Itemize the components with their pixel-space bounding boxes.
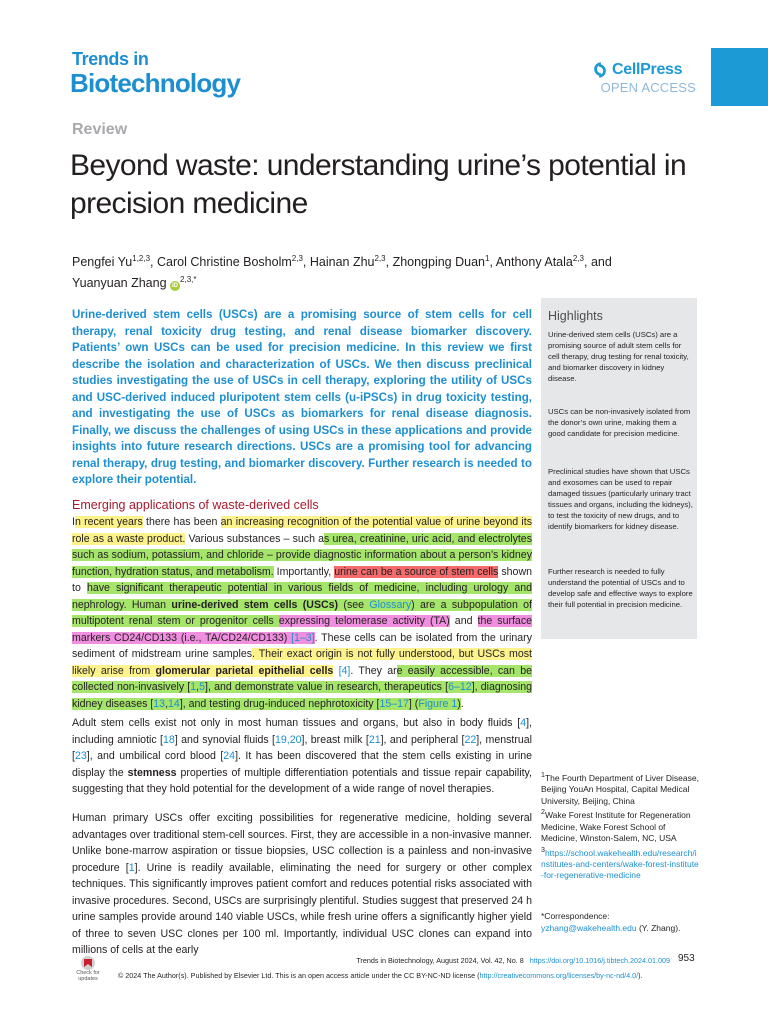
open-access-label: OPEN ACCESS (600, 80, 696, 95)
check-for-updates-label: Check for updates (76, 970, 100, 982)
abstract: Urine-derived stem cells (USCs) are a promising source of stem cells for cell therapy, renal toxicity drug testing, and renal disease biomarker discovery. Patients’ own USCs can be used for precision medicine. In this review we first describe the isolation and characterization of USCs. We then discuss preclinical studies investigating the use of USCs in cell therapy, exploring the utility of USCs and USC-derived induced pluripotent stem cells (u-iPSCs) in drug toxicity testing, and investigating the use of USCs as biomarkers for renal disease diagnosis. Finally, we discuss the challenges of using USCs in these applications and provide insights into future research directions. USCs are a promising tool for advancing renal therapy, drug testing, and biomarker discovery. Further research is needed to explore their potential. (72, 308, 532, 486)
author-affiliation: 2,3,* (180, 275, 197, 285)
citation-link[interactable]: 4 (520, 717, 527, 729)
journal-name-line2: Biotechnology (70, 68, 241, 98)
cellpress-icon (591, 61, 609, 79)
body-paragraph-1: In recent years there has been an increasing recognition of the potential value of urine beyond its role as a waste product. Various substances – such as urea, creatinine, uric acid, and electrolytes such as sodium, potassium, and chloride – provide diagnostic information about a person’s kidney function, hydration status, and metabolism. Importantly, urine can be a source of stem cells shown to have significant therapeutic potential in various fields of medicine, including urology and nephrology. Human urine-derived stem cells (USCs) (see Glossary) are a subpopulation of multipotent renal stem or progenitor cells expressing telomerase activity (TA) and the surface markers CD24/CD133 (i.e., TA/CD24/CD133) [1–3]. These cells can be isolated from the urinary sediment of midstream urine samples. Their exact origin is not fully understood, but USCs most likely arise from glomerular parietal epithelial cells [4]. They are easily accessible, can be collected non-invasively [1,5], and demonstrate value in research, therapeutics [6–12], diagnosing kidney diseases [13,14], and testing drug-induced nephrotoxicity [15–17] (Figure 1). (72, 516, 533, 710)
author-affiliation: 2,3 (291, 254, 303, 263)
license-link[interactable]: http://creativecommons.org/licenses/by-nc-nd/4.0/ (479, 971, 639, 980)
citation-link[interactable]: 24 (223, 750, 236, 762)
affiliation-url[interactable]: https://school.wakehealth.edu/research/institutes-and-centers/wake-forest-institute-for-regenerative-medicine (541, 847, 699, 881)
figure-link[interactable]: Figure 1 (418, 697, 458, 710)
cellpress-logo (591, 61, 682, 79)
footer-citation: Trends in Biotechnology, August 2024, Vol. 42, No. 8 https://doi.org/10.1016/j.tibtech.2024.01.009 (356, 956, 670, 965)
author-affiliation: 1,2,3 (132, 254, 151, 263)
citation-link[interactable]: [1–3] (291, 631, 315, 644)
page-number: 953 (678, 953, 695, 964)
highlight-item: USCs can be non-invasively isolated from the donor’s own urine, making them a good candidate for precision medicine. (548, 407, 691, 438)
citation-link[interactable]: 5 (199, 681, 206, 693)
citation-link[interactable]: 6–12 (448, 681, 472, 693)
body-paragraph-2: Adult stem cells exist not only in most human tissues and organs, but also in body fluids [4], including amniotic [18] and synovial fluids [19,20], breast milk [21], and peripheral [22], menstrual [23], and umbilical cord blood [24]. It has been discovered that the stem cells existing in urine display the stemness properties of multiple differentiation potentials and tissue repair capability, suggesting that they hold potential for the development of a wide range of novel therapies. (72, 717, 533, 795)
author-affiliation: 2,3 (374, 254, 386, 263)
citation-link[interactable]: 13 (153, 697, 166, 710)
affiliation-1: $^1$The Fourth Department of Liver Disease, Beijing YouAn Hospital, Capital Medical University, Beijing, China (541, 771, 699, 806)
citation-link[interactable]: 19,20 (274, 733, 302, 746)
author-affiliation: 2,3 (572, 254, 584, 263)
correspondence-name: (Y. Zhang). (638, 922, 681, 933)
highlight-item: Urine-derived stem cells (USCs) are a promising source of adult stem cells for cell therapy, drug testing for renal toxicity, and biomarker discovery in kidney disease. (548, 330, 689, 383)
citation-link[interactable]: 23 (74, 750, 87, 762)
citation-link[interactable]: 18 (163, 733, 175, 746)
correspondence-email[interactable]: yzhang@wakehealth.edu (541, 922, 637, 933)
header-accent-block (711, 48, 768, 106)
section-heading: Emerging applications of waste-derived cells (72, 498, 319, 512)
affiliation-3: $^3$https://school.wakehealth.edu/research/institutes-and-centers/wake-forest-institute-for-regenerative-medicine (541, 845, 699, 881)
citation-link[interactable]: 15–17 (379, 697, 409, 710)
author-name: Hainan Zhu (309, 255, 375, 270)
author-name: Carol Christine Bosholm (157, 255, 292, 270)
citation-link[interactable]: 14 (168, 697, 180, 710)
article-title: Beyond waste: understanding urine’s potential in precision medicine (70, 149, 687, 220)
highlight-item: Preclinical studies have shown that USCs and exosomes can be used to repair damaged tissues (particularly urinary tract tissues and organs, including the kidneys), to test the toxicity of new drugs, and to identify biomarkers for kidney disease. (548, 467, 693, 531)
highlights-title: Highlights (548, 309, 603, 323)
citation-link[interactable]: 21 (368, 733, 381, 746)
correspondence-label: *Correspondence: (541, 911, 610, 921)
body-paragraph-3: Human primary USCs offer exciting possibilities for regenerative medicine, holding several advantages over traditional stem-cell sources. First, they are accessible in a non-invasive manner. Unlike bone-marrow aspiration or tissue biopsies, USC collection is a painless and non-invasive procedure [1]. Urine is readily available, eliminating the need for surgery or other complex techniques. This significantly improves patient comfort and reduces potential risks associated with invasive procedures. Second, USCs are surprisingly plentiful. Studies suggest that preserved 24 h urine samples provide around 140 viable USCs, while fresh urine offers a significantly higher yield of three to seven USC clones per 100 ml. Importantly, individual USC clones can expand into millions of cells at the early (72, 812, 533, 956)
glossary-link[interactable]: Glossary (369, 598, 412, 611)
article-type: Review (72, 121, 128, 138)
affiliations (541, 770, 701, 882)
doi-link[interactable]: https://doi.org/10.1016/j.tibtech.2024.01.009 (529, 956, 670, 965)
publisher-name: CellPress (612, 61, 683, 78)
highlight-item: Further research is needed to fully understand the potential of USCs and to develop safe and effective ways to explore their full potential in precision medicine. (548, 567, 693, 609)
author-list: Pengfei Yu$^{1,2,3}$, Carol Christine Bosholm$^{2,3}$, Hainan Zhu$^{2,3}$, Zhongping Duan$^1$, Anthony Atala$^{2,3}$, and Yuanyuan Zhang $iD^{2,3,*}$ (72, 254, 612, 291)
author-name: Yuanyuan Zhang (72, 276, 167, 291)
orcid-icon[interactable]: iD (172, 283, 179, 290)
citation-link[interactable]: 1 (128, 861, 135, 874)
affiliation-2: $^2$Wake Forest Institute for Regeneration Medicine, Wake Forest School of Medicine, Winston-Salem, NC, USA (541, 808, 691, 844)
correspondence (541, 911, 701, 934)
author-name: Zhongping Duan (392, 255, 485, 270)
author-name: Pengfei Yu (72, 255, 133, 270)
citation-link[interactable]: [4] (338, 664, 351, 677)
citation-link[interactable]: 1 (190, 681, 197, 693)
author-affiliation: 1 (485, 254, 490, 263)
author-name: Anthony Atala (495, 255, 573, 270)
citation-link[interactable]: 22 (464, 733, 477, 746)
copyright-notice: © 2024 The Author(s). Published by Elsevier Ltd. This is an open access article under the CC BY-NC-ND license (http://creativecommons.org/licenses/by-nc-nd/4.0/). (118, 971, 643, 980)
journal-name-line1: Trends in (72, 49, 149, 69)
